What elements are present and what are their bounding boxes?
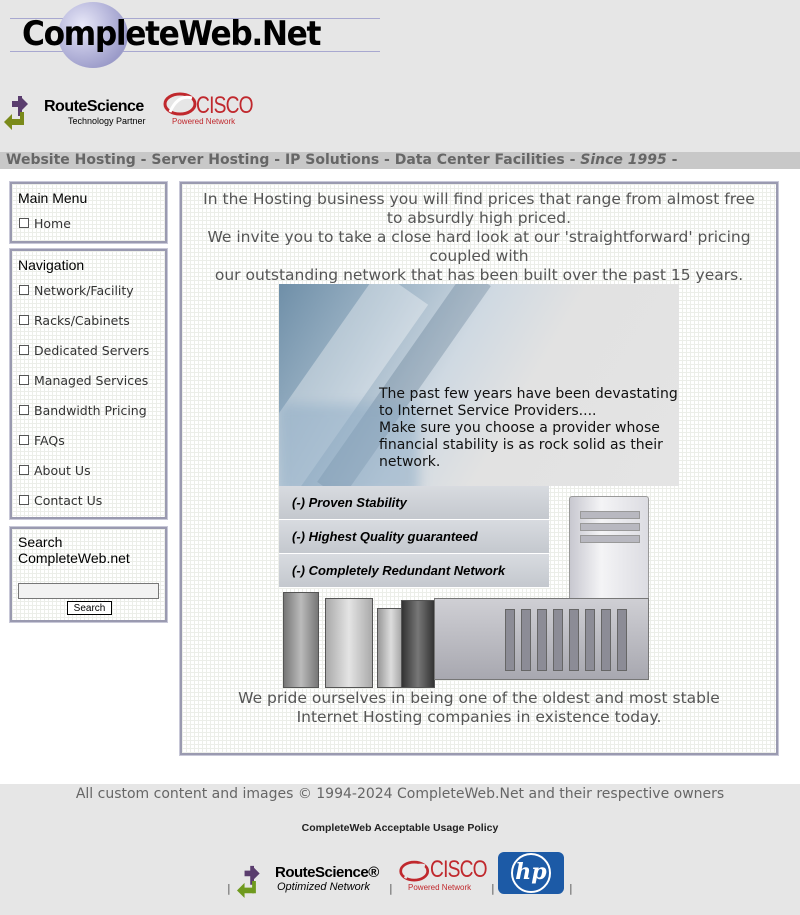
- nav-item-label: About Us: [34, 462, 91, 478]
- nav-item-dedicated-servers[interactable]: [12, 335, 165, 365]
- drive-bay: [580, 523, 640, 531]
- search-input[interactable]: [18, 583, 159, 599]
- footer-cisco-logo[interactable]: [398, 856, 488, 896]
- feature-highest-quality: (-) Highest Quality guaranteed: [279, 520, 549, 554]
- main-content: [180, 182, 778, 755]
- footer-routescience-logo[interactable]: [235, 862, 385, 896]
- navigation-title: Navigation: [18, 257, 85, 273]
- routescience-name: RouteScience: [44, 98, 144, 115]
- nav-item-label: Network/Facility: [34, 282, 134, 298]
- footer-separator: |: [227, 882, 231, 895]
- routescience-arrows-icon: [2, 94, 42, 130]
- partner-logos: [0, 90, 260, 130]
- navigation-box: [10, 249, 167, 519]
- main-menu-title: Main Menu: [18, 190, 88, 206]
- menu-item-home[interactable]: [12, 208, 165, 238]
- footer-separator: |: [389, 882, 393, 895]
- chassis-slot: [537, 609, 547, 671]
- site-footer: [0, 784, 800, 915]
- hero-text-line: The past few years have been devastating: [379, 386, 678, 402]
- bullet-checkbox-icon: [19, 285, 29, 295]
- nav-item-label: Bandwidth Pricing: [34, 402, 147, 418]
- bullet-checkbox-icon: [19, 375, 29, 385]
- chassis-slot: [585, 609, 595, 671]
- nav-item-label: Contact Us: [34, 492, 103, 508]
- tagline-trail: -: [671, 152, 678, 168]
- cisco-subtitle: Powered Network: [172, 117, 236, 126]
- main-menu-box: [10, 182, 167, 243]
- nav-item-label: Managed Services: [34, 372, 149, 388]
- intro-line: our outstanding network that has been built over the past 15 years.: [214, 266, 744, 284]
- menu-item-label: Home: [34, 215, 71, 231]
- intro-line: In the Hosting business you will find prices that range from almost free: [203, 190, 755, 208]
- tagline-since: Since 1995: [580, 152, 667, 168]
- nav-item-label: Racks/Cabinets: [34, 312, 130, 328]
- bullet-checkbox-icon: [19, 218, 29, 228]
- chassis-slot: [569, 609, 579, 671]
- search-title-line2: CompleteWeb.net: [18, 550, 130, 566]
- bullet-checkbox-icon: [19, 435, 29, 445]
- copyright-text: All custom content and images © 1994-2024 CompleteWeb.Net and their respective owners: [75, 786, 725, 802]
- cisco-subtitle: Powered Network: [408, 883, 472, 892]
- outro-line: We pride ourselves in being one of the oldest and most stable: [238, 689, 720, 707]
- cisco-swoosh-icon: [398, 858, 434, 886]
- nav-item-racks-cabinets[interactable]: [12, 305, 165, 335]
- nav-item-about-us[interactable]: [12, 455, 165, 485]
- outro-text: [182, 689, 776, 727]
- cisco-name: CISCO: [196, 92, 253, 119]
- routescience-name: RouteScience®: [275, 864, 379, 881]
- cisco-name: CISCO: [430, 856, 487, 883]
- rack-image: [283, 592, 319, 688]
- search-title-line1: Search: [18, 534, 63, 550]
- hp-name: hp: [515, 859, 547, 885]
- chassis-slot: [521, 609, 531, 671]
- drive-bay: [580, 511, 640, 519]
- chassis-slot: [505, 609, 515, 671]
- nav-item-label: FAQs: [34, 432, 65, 448]
- search-title: [12, 529, 165, 566]
- chassis-slot: [617, 609, 627, 671]
- intro-line: to absurdly high priced.: [386, 209, 572, 227]
- outro-line: Internet Hosting companies in existence today.: [296, 708, 662, 726]
- search-button[interactable]: Search: [67, 601, 112, 615]
- feature-proven-stability: (-) Proven Stability: [279, 486, 549, 520]
- bullet-checkbox-icon: [19, 405, 29, 415]
- routescience-arrows-icon: [235, 864, 273, 898]
- hero-text-line: to Internet Service Providers....: [379, 403, 597, 419]
- hero-text-line: network.: [379, 454, 441, 470]
- bullet-checkbox-icon: [19, 465, 29, 475]
- equipment-image: [279, 588, 679, 688]
- chassis-image: [434, 598, 649, 680]
- site-header: [0, 0, 800, 150]
- tagline-services: Website Hosting - Server Hosting - IP Solutions - Data Center Facilities -: [6, 152, 576, 168]
- aup-link[interactable]: CompleteWeb Acceptable Usage Policy: [301, 822, 499, 834]
- hero-text-line: Make sure you choose a provider whose: [379, 420, 660, 436]
- nav-item-label: Dedicated Servers: [34, 342, 150, 358]
- rack-image: [401, 600, 435, 688]
- nav-item-bandwidth-pricing[interactable]: [12, 395, 165, 425]
- features-panel: [279, 486, 679, 588]
- feature-redundant-network: (-) Completely Redundant Network: [279, 554, 549, 588]
- search-box: [10, 527, 167, 622]
- hero-banner-image: [279, 284, 679, 486]
- nav-item-contact-us[interactable]: [12, 485, 165, 515]
- bullet-checkbox-icon: [19, 495, 29, 505]
- nav-item-faqs[interactable]: [12, 425, 165, 455]
- nav-item-network-facility[interactable]: [12, 275, 165, 305]
- footer-separator: |: [491, 882, 495, 895]
- intro-line: coupled with: [429, 247, 529, 265]
- routescience-subtitle: Technology Partner: [68, 116, 146, 126]
- chassis-slot: [601, 609, 611, 671]
- bullet-checkbox-icon: [19, 315, 29, 325]
- tagline-bar: [0, 152, 800, 169]
- intro-text: [182, 190, 776, 285]
- footer-hp-logo[interactable]: [498, 852, 564, 894]
- hero-text-line: financial stability is as rock solid as their: [379, 437, 663, 453]
- routescience-subtitle: Optimized Network: [277, 881, 370, 893]
- bullet-checkbox-icon: [19, 345, 29, 355]
- chassis-slot: [553, 609, 563, 671]
- nav-item-managed-services[interactable]: [12, 365, 165, 395]
- footer-separator: |: [569, 882, 573, 895]
- page-body: [0, 169, 800, 784]
- site-logo[interactable]: CompleteWeb.Net: [22, 14, 321, 54]
- hero-text: [379, 386, 679, 471]
- rack-image: [325, 598, 373, 688]
- drive-bay: [580, 535, 640, 543]
- intro-line: We invite you to take a close hard look at our 'straightforward' pricing: [207, 228, 751, 246]
